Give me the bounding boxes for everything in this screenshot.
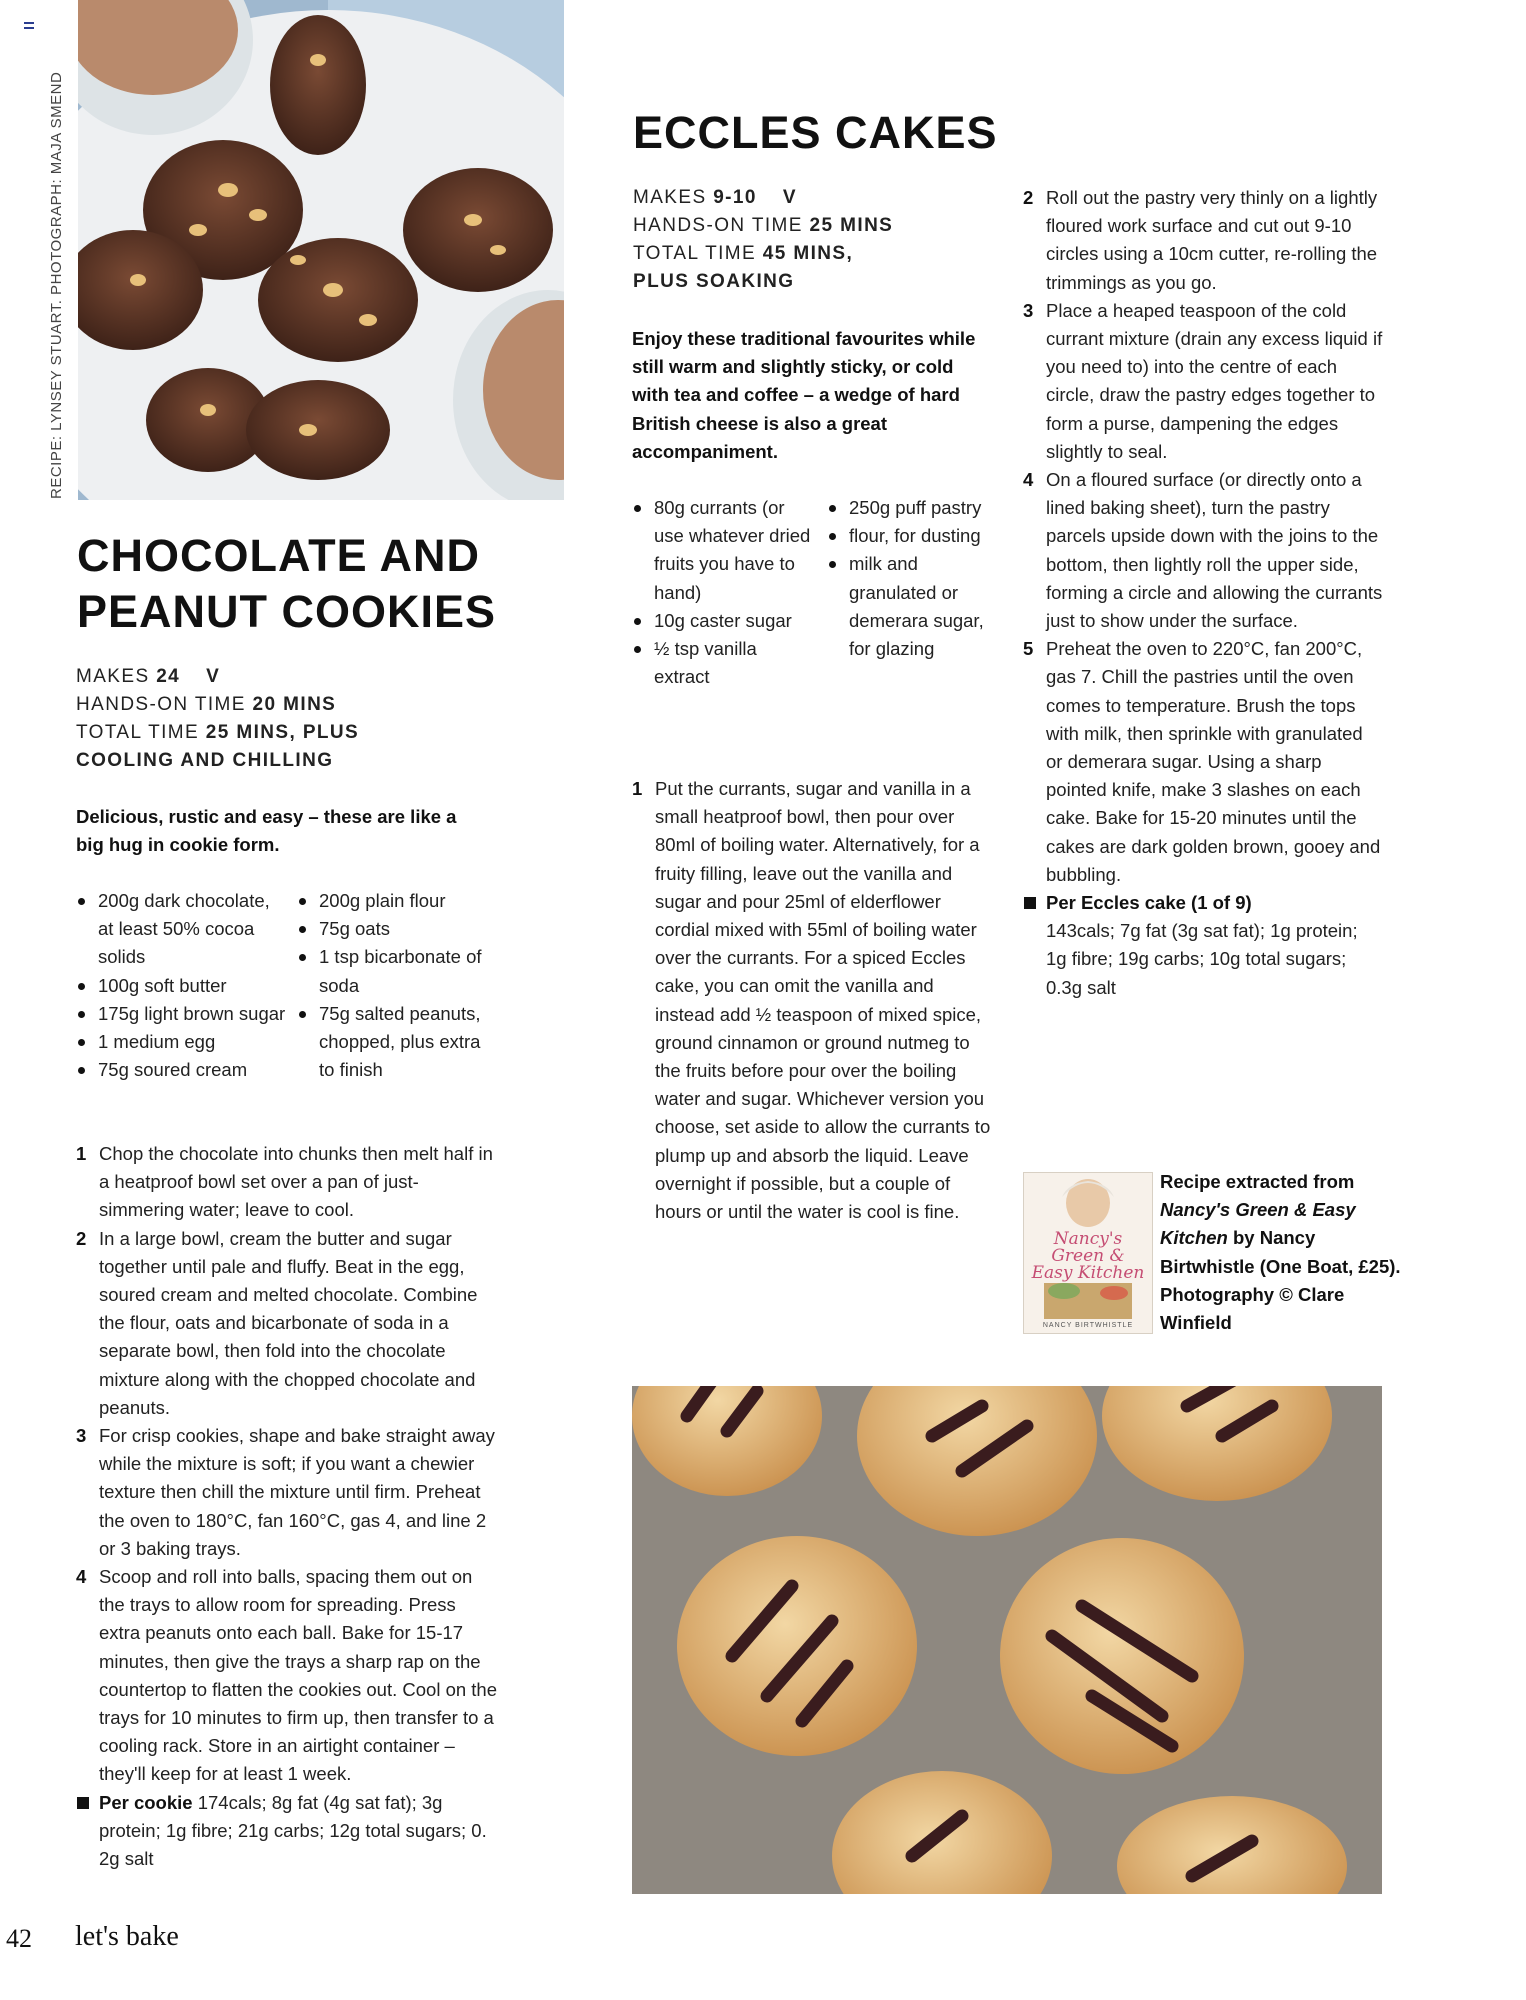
step-number: 4 [1023, 469, 1034, 491]
ingredient-item: 200g dark chocolate, at least 50% cocoa solids [76, 887, 286, 972]
corner-mark [24, 22, 34, 34]
eccles-method-step1 [632, 775, 997, 1226]
ingredient-item: 1 tsp bicarbonate of soda [297, 943, 492, 999]
eccles-method [1023, 184, 1383, 1002]
step-number: 1 [76, 1143, 87, 1164]
square-bullet-icon [77, 1797, 89, 1809]
book-cover [1023, 1172, 1153, 1334]
ingredient-item: 75g soured cream [76, 1056, 286, 1084]
ingredient-item: flour, for dusting [827, 522, 997, 550]
method-step [76, 1225, 501, 1422]
step-number: 5 [1023, 638, 1034, 660]
ingredient-item: milk and granulated or demerara sugar, for glazing [827, 550, 997, 663]
book-credit: Recipe extracted from Nancy's Green & Easy Kitchen by Nancy Birtwhistle (One Boat, £25). Photography © Clare Winfield [1160, 1171, 1401, 1334]
step-text: Chop the chocolate into chunks then melt half in a heatproof bowl set over a pan of just-simmering water; leave to cool. [99, 1143, 493, 1221]
method-step [1023, 466, 1383, 635]
step-number: 3 [76, 1425, 87, 1447]
ingredient-item: 1 medium egg [76, 1028, 286, 1056]
cookies-method [76, 1140, 501, 1873]
step-text: In a large bowl, cream the butter and sugar together until pale and fluffy. Beat in the egg, soured cream and melted chocolate. Combine the flour, oats and bicarbonate of soda in a separate bowl, then fold into the chocolate mixture along with the chopped chocolate and peanuts. [99, 1227, 478, 1418]
nutrition-text: 174cals; 8g fat (4g sat fat); 3g protein; 1g fibre; 21g carbs; 12g total sugars; 0. 2g salt [99, 1791, 487, 1870]
method-step [1023, 184, 1383, 297]
step-text: For crisp cookies, shape and bake straight away while the mixture is soft; if you want a chewier texture then chill the mixture until firm. Preheat the oven to 180°C, fan 160°C, gas 4, and line 2 or 3 baking trays. [99, 1425, 495, 1559]
nutrition-info [1023, 889, 1383, 1002]
step-text: Preheat the oven to 220°C, fan 200°C, gas 7. Chill the pastries until the oven comes to temperature. Brush the tops with milk, then sprinkle with granulated or demerara sugar. Using a sharp pointed knife, make 3 slashes on each cake. Bake for 15-20 minutes until the cakes are dark golden brown, gooey and bubbling. [1046, 638, 1381, 885]
cookies-ingredients-col1 [76, 887, 286, 1084]
ingredient-item: 100g soft butter [76, 972, 286, 1000]
cookies-intro: Delicious, rustic and easy – these are like a big hug in cookie form. [76, 806, 457, 856]
method-step [76, 1140, 501, 1225]
eccles-meta: MAKES 9-10 V HANDS-ON TIME 25 MINS TOTAL TIME 45 MINS, PLUS SOAKING [633, 187, 894, 292]
ingredient-item: 250g puff pastry [827, 494, 997, 522]
step-text: Roll out the pastry very thinly on a lightly floured work surface and cut out 9-10 circles using a 10cm cutter, re-rolling the trimmings as you go. [1046, 187, 1378, 293]
ingredient-item: 75g oats [297, 915, 492, 943]
cookies-photo [78, 0, 564, 500]
method-step [76, 1563, 501, 1789]
step-text: On a floured surface (or directly onto a lined baking sheet), turn the pastry parcels upside down with the joins to the bottom, then lightly roll the upper side, forming a circle and allowing the currants just to show under the surface. [1046, 469, 1383, 632]
step-number: 4 [76, 1566, 87, 1588]
ingredient-item: 80g currants (or use whatever dried fruits you have to hand) [632, 494, 812, 607]
nutrition-info [76, 1789, 501, 1874]
method-step [1023, 635, 1383, 889]
method-step [76, 1422, 501, 1563]
square-bullet-icon [1024, 897, 1036, 909]
step-number: 2 [76, 1227, 87, 1249]
cookies-meta: MAKES 24 V HANDS-ON TIME 20 MINS TOTAL TIME 25 MINS, PLUS COOLING AND CHILLING [76, 666, 360, 771]
cookies-ingredients-col2 [297, 887, 492, 1084]
nutrition-label: Per Eccles cake (1 of 9) [1046, 892, 1252, 914]
ingredient-item: ½ tsp vanilla extract [632, 635, 812, 691]
step-number: 2 [1023, 187, 1034, 208]
eccles-intro: Enjoy these traditional favourites while still warm and slightly sticky, or cold with tea and coffee – a wedge of hard British cheese is also a great accompaniment. [632, 328, 976, 462]
eccles-ingredients-col1 [632, 494, 812, 691]
cookies-title: CHOCOLATE AND PEANUT COOKIES [77, 530, 497, 638]
step-text: Place a heaped teaspoon of the cold currant mixture (drain any excess liquid if you need to) into the centre of each circle, draw the pastry edges together to form a purse, dampening the edges slightly to seal. [1046, 299, 1383, 462]
magazine-name: let's bake [75, 1921, 179, 1952]
step-text: Scoop and roll into balls, spacing them out on the trays to allow room for spreading. Press extra peanuts onto each ball. Bake for 15-17 minutes, then give the trays a sharp rap on the countertop to flatten the cookies out. Cool on the trays for 10 minutes to firm up, then transfer to a cooling rack. Store in an airtight container – they'll keep for at least 1 week. [99, 1566, 498, 1785]
photo-credit: RECIPE: LYNSEY STUART. PHOTOGRAPH: MAJA SMEND [48, 71, 65, 499]
nutrition-text: 143cals; 7g fat (3g sat fat); 1g protein; 1g fibre; 19g carbs; 10g total sugars; 0.3g salt [1046, 920, 1358, 998]
eccles-title: ECCLES CAKES [633, 107, 998, 158]
ingredient-item: 10g caster sugar [632, 607, 812, 635]
method-step [1023, 297, 1383, 466]
page-number: 42 [6, 1924, 32, 1953]
ingredient-item: 175g light brown sugar [76, 1000, 286, 1028]
book-cover-title: Nancy's Green & Easy Kitchen [1031, 1229, 1145, 1283]
nutrition-label: Per cookie [99, 1791, 193, 1813]
step-number: 1 [632, 778, 643, 799]
step-text: Put the currants, sugar and vanilla in a small heatproof bowl, then pour over 80ml of boiling water. Alternatively, for a fruity filling, leave out the vanilla and sugar and pour 25ml of elderflower cordial mixed with 55ml of boiling water over the currants. For a spiced Eccles cake, you can omit the vanilla and instead add ½ teaspoon of mixed spice, ground cinnamon or ground nutmeg to the fruits before pour over the boiling water and sugar. Whichever version you choose, set aside to allow the currants to plump up and absorb the liquid. Leave overnight if possible, but a couple of hours or until the water is cool is fine. [655, 778, 991, 1223]
eccles-ingredients-col2 [827, 494, 997, 663]
book-cover-author: NANCY BIRTWHISTLE [1042, 1322, 1134, 1329]
ingredient-item: 75g salted peanuts, chopped, plus extra to finish [297, 1000, 492, 1085]
eccles-photo [632, 1386, 1382, 1894]
step-number: 3 [1023, 299, 1034, 321]
method-step [632, 775, 997, 1226]
ingredient-item: 200g plain flour [297, 887, 492, 915]
